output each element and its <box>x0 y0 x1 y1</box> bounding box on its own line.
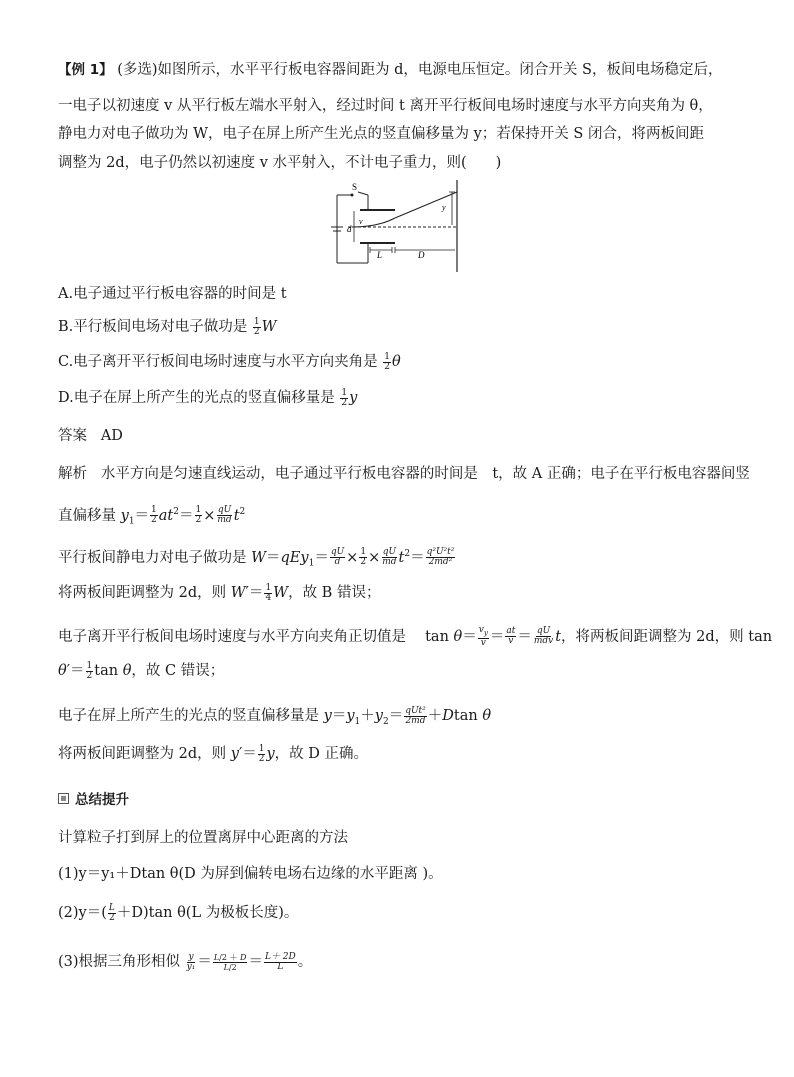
fraction <box>383 353 391 372</box>
method-2-head: (2)y＝( <box>58 905 107 921</box>
d-label: d <box>347 224 352 234</box>
problem-line-1 <box>58 60 722 80</box>
analysis-text-7: 电子在屏上所产生的光点的竖直偏移量是 <box>58 708 324 724</box>
circuit-diagram <box>330 180 465 272</box>
numerator: 1 <box>253 316 260 327</box>
summary-method-3: (3)根据三角形相似 $\frac{y}{\text{y₁}}$ ＝ $\frac{L/2 + D}{L/2}$ ＝ $\frac{L+ 2D}{L}$ 。 <box>58 951 313 972</box>
fraction: $\frac{qU}{md}$ <box>382 547 397 568</box>
problem-line-4: 调整为 2d，电子仍然以初速度 v 水平射入，不计电子重力，则( ) <box>58 155 502 171</box>
method-2-tail: ＋D)tan θ(L 为极板长度)。 <box>116 905 299 921</box>
fraction: $\frac{qU}{\text{mdv}}$ <box>533 626 554 647</box>
option-c-tail: θ <box>392 354 401 370</box>
analysis-tail-8: ，故 D 正确。 <box>274 746 369 762</box>
fraction: $\frac{L+ 2D}{L}$ <box>264 951 296 972</box>
fraction <box>340 389 348 408</box>
summary-method-2 <box>58 903 298 923</box>
fraction: $\frac{L}{2}$ <box>108 902 115 923</box>
analysis-line-8: 将两板间距调整为 2d，则 y′＝ $\frac{1}{2}$ y，故 D 正确。 <box>58 743 369 764</box>
problem-line-3: 静电力对电子做功为 W，电子在屏上所产生光点的竖直偏移量为 y；若保持开关 S 闭合，将两板间距 <box>58 126 704 142</box>
analysis-line-7: 电子在屏上所产生的光点的竖直偏移量是 $y=y_1+y_2=$ $\frac{\text{qUt²}}{2md}$ ＋Dtan θ <box>58 705 492 727</box>
analysis-line-6: θ′＝ $\frac{1}{2}$ tan θ，故 C 错误； <box>58 660 225 681</box>
method-3-head: (3)根据三角形相似 <box>58 954 185 970</box>
summary-title: 总结提升 <box>75 792 129 808</box>
fraction: $\frac{\text{qUt²}}{2md}$ <box>405 705 426 726</box>
analysis-text-4: 将两板间距调整为 2d，则 <box>58 585 231 601</box>
fraction: $\frac{1}{4}$ <box>265 582 272 603</box>
option-d <box>58 388 357 408</box>
analysis-line-2: 直偏移量 $y_1=$ $\frac{1}{2}$ $at^2=$ $\frac{1}{2}$ × $\frac{qU}{md}$ $t^2$ <box>58 505 246 527</box>
switch-label: S <box>352 182 358 192</box>
v-label: v <box>359 217 363 226</box>
summary-heading <box>58 790 129 810</box>
answer-value: AD <box>100 428 123 444</box>
problem-text-1: 如图所示，水平平行板电容器间距为 d，电源电压恒定。闭合开关 S，板间电场稳定后， <box>157 62 723 78</box>
option-d-tail: y <box>349 390 358 406</box>
fraction: $\frac{\text{q²U²t²}}{\text{2md²}}$ <box>426 547 455 568</box>
option-d-text: D.电子在屏上所产生的光点的竖直偏移量是 <box>58 390 340 406</box>
summary-intro: 计算粒子打到屏上的位置离屏中心距离的方法 <box>58 830 348 846</box>
fraction: $\frac{1}{2}$ <box>195 505 202 526</box>
fraction: $\frac{1}{2}$ <box>86 660 93 681</box>
analysis-text-3: 平行板间静电力对电子做功是 <box>58 549 252 566</box>
analysis-label: 解析 <box>58 466 87 482</box>
fraction: $\frac{v_y}{v}$ <box>478 625 488 648</box>
L-label: L <box>377 250 383 260</box>
option-b-text: B.平行板间电场对电子做功是 <box>58 319 252 335</box>
fraction: $\frac{y}{\text{y₁}}$ <box>186 951 196 972</box>
problem-line-2: 一电子以初速度 v 从平行板左端水平射入，经过时间 t 离开平行板间电场时速度与水平方向夹角为 θ， <box>58 98 713 114</box>
numerator: 1 <box>384 351 391 362</box>
answer-label: 答案 <box>58 428 87 444</box>
fraction: $\frac{1}{2}$ <box>151 505 157 526</box>
summary-icon <box>58 793 69 804</box>
multi-select-tag: (多选) <box>117 62 158 78</box>
analysis-text-5: 电子离开平行板间电场时速度与水平方向夹角正切值是 <box>58 628 426 645</box>
analysis-tail-4: ，故 B 错误； <box>288 585 381 601</box>
denominator: 2 <box>384 361 391 372</box>
option-b-tail: W <box>261 319 277 335</box>
fraction: $\frac{qU}{d}$ <box>330 547 345 568</box>
denominator: 2 <box>341 397 348 408</box>
fraction: $\frac{qU}{md}$ <box>217 505 232 526</box>
analysis-line-3: 平行板间静电力对电子做功是 W＝qEy$_1$＝ $\frac{qU}{d}$ × $\frac{1}{2}$ × $\frac{qU}{md}$ $t^2=$ $\frac{\text{q²U²t²}}{\text{2md²}}$ <box>58 547 455 569</box>
analysis-tail-6: ，故 C 错误； <box>131 663 225 679</box>
analysis-line-1 <box>58 464 750 484</box>
analysis-text-1: 水平方向是匀速直线运动，电子通过平行板电容器的时间是 t，故 A 正确；电子在平行板电容器间竖 <box>100 466 750 482</box>
analysis-line-4: 将两板间距调整为 2d，则 W′＝ $\frac{1}{4}$ W，故 B 错误； <box>58 582 381 603</box>
analysis-tail-5: ，将两板间距调整为 2d，则 tan <box>561 628 773 645</box>
option-b <box>58 317 277 337</box>
analysis-line-5: 电子离开平行板间电场时速度与水平方向夹角正切值是 tan θ＝ $\frac{v_y}{v}$ ＝ $\frac{at}{v}$ ＝ $\frac{qU}{\text{mdv}}$ t，将两板间距调整为 2d，则 tan <box>58 625 773 648</box>
fraction: $\frac{1}{2}$ <box>360 547 367 568</box>
option-a: A.电子通过平行板电容器的时间是 t <box>58 286 287 302</box>
fraction: $\frac{L/2 + D}{L/2}$ <box>213 952 247 972</box>
denominator: 2 <box>253 326 260 337</box>
D-label: D <box>418 250 425 260</box>
answer-line <box>58 426 123 446</box>
example-tag: 【例 1】 <box>58 62 113 78</box>
numerator: 1 <box>341 387 348 398</box>
summary-method-1: (1)y＝y₁＋Dtan θ(D 为屏到偏转电场右边缘的水平距离 )。 <box>58 866 443 882</box>
option-c-text: C.电子离开平行板间电场时速度与水平方向夹角是 <box>58 354 383 370</box>
fraction <box>253 318 261 337</box>
fraction: $\frac{1}{2}$ <box>258 743 265 764</box>
analysis-text-2: 直偏移量 <box>58 507 121 524</box>
analysis-text-8: 将两板间距调整为 2d，则 <box>58 746 231 762</box>
y-label: y <box>442 203 446 212</box>
option-c <box>58 352 401 372</box>
fraction: $\frac{at}{v}$ <box>506 626 516 647</box>
